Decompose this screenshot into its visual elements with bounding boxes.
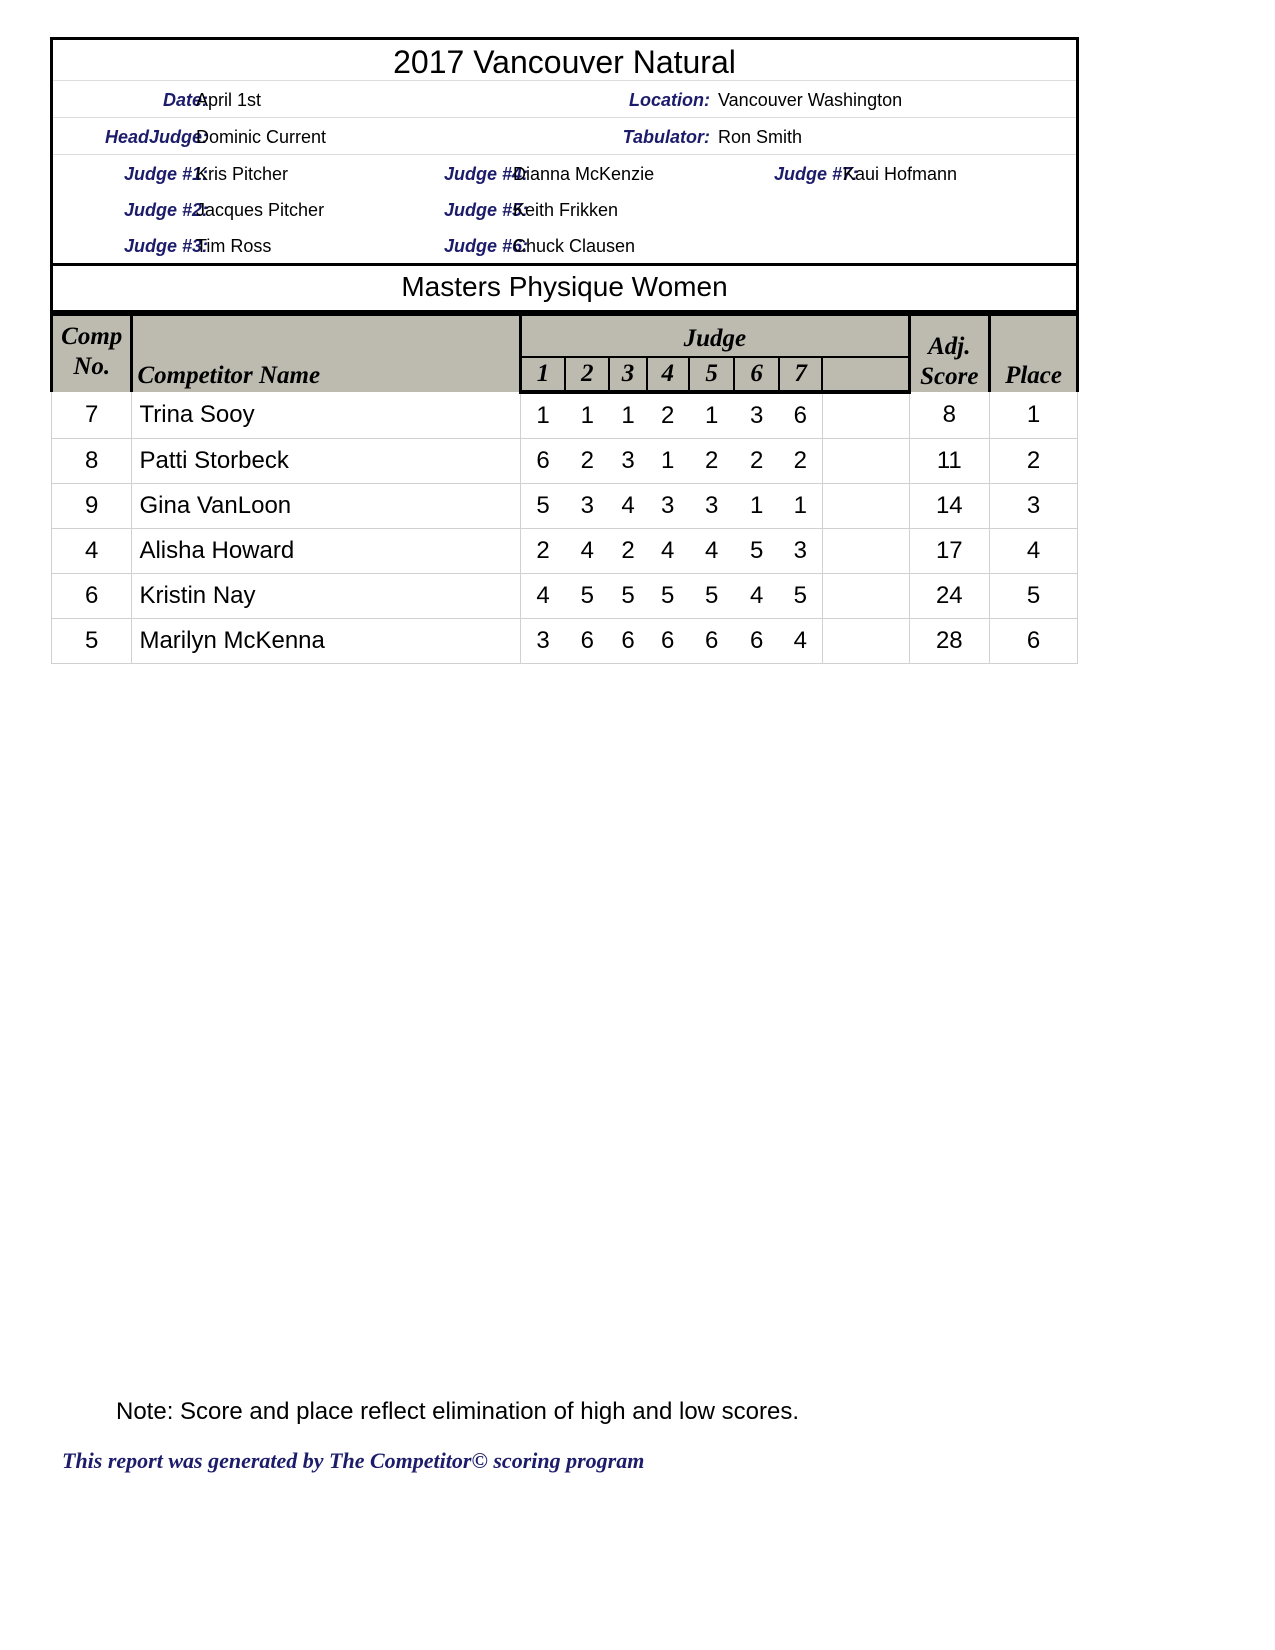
judge-5-score: 3 bbox=[689, 484, 735, 529]
adj-score: 11 bbox=[909, 439, 989, 484]
judge-2-score: 2 bbox=[565, 439, 609, 484]
judge-3-score: 6 bbox=[609, 619, 646, 664]
judge-7-score: 2 bbox=[779, 439, 822, 484]
judge-7-score: 3 bbox=[779, 529, 822, 574]
category-title: Masters Physique Women bbox=[50, 263, 1079, 313]
judge-6-label: Judge #6: bbox=[443, 236, 528, 256]
comp-no: 5 bbox=[52, 619, 132, 664]
judge-6-score: 4 bbox=[734, 574, 778, 619]
judge-7-score: 5 bbox=[779, 574, 822, 619]
competitor-name: Trina Sooy bbox=[132, 392, 521, 439]
competitor-name: Patti Storbeck bbox=[132, 439, 521, 484]
judge-4-score: 3 bbox=[647, 484, 689, 529]
adj-score-header bbox=[909, 315, 989, 393]
judge-3-score: 5 bbox=[609, 574, 646, 619]
judge-7-score: 6 bbox=[779, 392, 822, 439]
competitor-name: Kristin Nay bbox=[132, 574, 521, 619]
judge-spare-column bbox=[822, 357, 909, 392]
judge-2-score: 1 bbox=[565, 392, 609, 439]
tabulator-value: Ron Smith bbox=[718, 127, 803, 147]
comp-no: 4 bbox=[52, 529, 132, 574]
comp-header-line1: Comp bbox=[61, 323, 123, 350]
table-row bbox=[52, 529, 1078, 574]
headjudge-value: Dominic Current bbox=[196, 127, 327, 147]
competitor-name: Alisha Howard bbox=[132, 529, 521, 574]
judge-5-score: 4 bbox=[689, 529, 735, 574]
judge-4-score: 2 bbox=[647, 392, 689, 439]
comp-no-header bbox=[52, 315, 132, 393]
adj-score: 24 bbox=[909, 574, 989, 619]
judge-6-name: Chuck Clausen bbox=[513, 236, 636, 256]
judge-6-score: 3 bbox=[734, 392, 778, 439]
judge-4-score: 1 bbox=[647, 439, 689, 484]
judge-7-label: Judge #7: bbox=[773, 164, 858, 184]
judge-header: Judge bbox=[521, 315, 910, 358]
place: 5 bbox=[990, 574, 1078, 619]
comp-no: 7 bbox=[52, 392, 132, 439]
judge-number-7: 7 bbox=[779, 357, 822, 392]
judge-1-score: 5 bbox=[521, 484, 565, 529]
judge-1-name: Kris Pitcher bbox=[196, 164, 289, 184]
table-row bbox=[52, 484, 1078, 529]
judge-2-label: Judge #2: bbox=[123, 200, 208, 220]
judge-3-score: 4 bbox=[609, 484, 646, 529]
event-header bbox=[50, 37, 1079, 263]
judge-spare-cell bbox=[822, 484, 909, 529]
headjudge-tabulator-row bbox=[53, 118, 1076, 155]
judge-number-1: 1 bbox=[521, 357, 565, 392]
judge-3-score: 2 bbox=[609, 529, 646, 574]
report-footer: This report was generated by The Competitor© scoring program bbox=[62, 1448, 645, 1473]
judge-4-name: Dianna McKenzie bbox=[513, 164, 655, 184]
judge-5-label: Judge #5: bbox=[443, 200, 528, 220]
adj-score: 17 bbox=[909, 529, 989, 574]
judge-4-score: 5 bbox=[647, 574, 689, 619]
judge-7-score: 1 bbox=[779, 484, 822, 529]
date-label: Date: bbox=[162, 90, 208, 110]
judge-spare-cell bbox=[822, 529, 909, 574]
judge-4-score: 4 bbox=[647, 529, 689, 574]
judge-2-score: 5 bbox=[565, 574, 609, 619]
date-location-row bbox=[53, 81, 1076, 118]
place-header: Place bbox=[990, 315, 1078, 393]
judge-5-score: 6 bbox=[689, 619, 735, 664]
judge-number-6: 6 bbox=[734, 357, 778, 392]
judge-spare-cell bbox=[822, 392, 909, 439]
headjudge-label: HeadJudge: bbox=[104, 127, 208, 147]
comp-no: 8 bbox=[52, 439, 132, 484]
judge-number-5: 5 bbox=[689, 357, 735, 392]
judge-1-score: 2 bbox=[521, 529, 565, 574]
location-label: Location: bbox=[629, 90, 710, 110]
judge-2-score: 3 bbox=[565, 484, 609, 529]
judge-number-2: 2 bbox=[565, 357, 609, 392]
judge-1-score: 6 bbox=[521, 439, 565, 484]
place: 2 bbox=[990, 439, 1078, 484]
adj-score: 8 bbox=[909, 392, 989, 439]
place: 1 bbox=[990, 392, 1078, 439]
judge-spare-cell bbox=[822, 619, 909, 664]
competitor-name: Marilyn McKenna bbox=[132, 619, 521, 664]
judges-row-1 bbox=[53, 155, 1076, 191]
judge-spare-cell bbox=[822, 574, 909, 619]
place: 3 bbox=[990, 484, 1078, 529]
judge-2-score: 6 bbox=[565, 619, 609, 664]
location-value: Vancouver Washington bbox=[718, 90, 903, 110]
judge-6-score: 1 bbox=[734, 484, 778, 529]
table-row bbox=[52, 574, 1078, 619]
score-sheet bbox=[50, 37, 1079, 664]
comp-no: 6 bbox=[52, 574, 132, 619]
judge-1-score: 1 bbox=[521, 392, 565, 439]
judge-2-score: 4 bbox=[565, 529, 609, 574]
date-value: April 1st bbox=[196, 90, 262, 110]
judge-1-label: Judge #1: bbox=[123, 164, 208, 184]
judge-number-3: 3 bbox=[609, 357, 646, 392]
comp-no: 9 bbox=[52, 484, 132, 529]
judge-7-score: 4 bbox=[779, 619, 822, 664]
judge-1-score: 4 bbox=[521, 574, 565, 619]
scoring-note: Note: Score and place reflect elimination of high and low scores. bbox=[116, 1398, 800, 1425]
judges-row-2 bbox=[53, 191, 1076, 227]
judges-row-3 bbox=[53, 227, 1076, 263]
judge-5-score: 5 bbox=[689, 574, 735, 619]
judge-7-name: Kaui Hofmann bbox=[843, 164, 958, 184]
place: 6 bbox=[990, 619, 1078, 664]
judge-3-label: Judge #3: bbox=[123, 236, 208, 256]
adj-score: 14 bbox=[909, 484, 989, 529]
judge-4-label: Judge #4: bbox=[443, 164, 528, 184]
results-table bbox=[50, 313, 1079, 664]
judge-5-name: Keith Frikken bbox=[513, 200, 619, 220]
judge-3-score: 3 bbox=[609, 439, 646, 484]
competitor-name-header: Competitor Name bbox=[132, 315, 521, 393]
competitor-name: Gina VanLoon bbox=[132, 484, 521, 529]
table-row bbox=[52, 619, 1078, 664]
judge-2-name: Jacques Pitcher bbox=[196, 200, 325, 220]
event-title: 2017 Vancouver Natural bbox=[53, 40, 1076, 81]
judge-5-score: 1 bbox=[689, 392, 735, 439]
tabulator-label: Tabulator: bbox=[622, 127, 710, 147]
comp-header-line2: No. bbox=[73, 353, 111, 380]
judge-6-score: 6 bbox=[734, 619, 778, 664]
judge-number-4: 4 bbox=[647, 357, 689, 392]
judge-spare-cell bbox=[822, 439, 909, 484]
judge-4-score: 6 bbox=[647, 619, 689, 664]
adj-header-line2: Score bbox=[920, 363, 979, 390]
place: 4 bbox=[990, 529, 1078, 574]
judge-5-score: 2 bbox=[689, 439, 735, 484]
judge-3-name: Tim Ross bbox=[196, 236, 272, 256]
judge-1-score: 3 bbox=[521, 619, 565, 664]
judge-6-score: 5 bbox=[734, 529, 778, 574]
judge-3-score: 1 bbox=[609, 392, 646, 439]
table-row bbox=[52, 439, 1078, 484]
adj-score: 28 bbox=[909, 619, 989, 664]
adj-header-line1: Adj. bbox=[928, 333, 971, 360]
judge-6-score: 2 bbox=[734, 439, 778, 484]
table-row bbox=[52, 392, 1078, 439]
